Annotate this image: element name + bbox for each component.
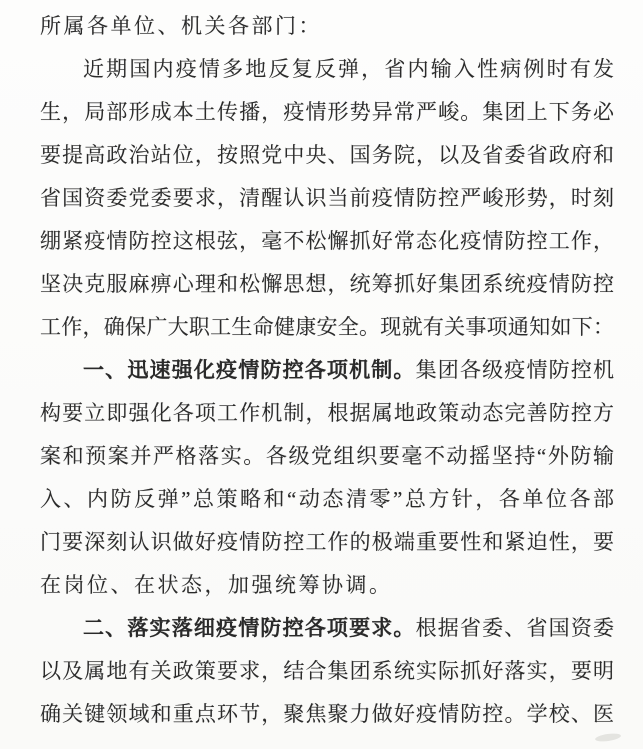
text-line — [40, 134, 614, 177]
text-segment: 入、内防反弹”总策略和“动态清零”总方针，各单位各部 — [40, 487, 614, 511]
text-line — [40, 177, 614, 220]
text-segment: 确关键领域和重点环节，聚焦聚力做好疫情防控。学校、医 — [40, 702, 614, 726]
text-line — [40, 650, 614, 693]
text-line — [40, 478, 614, 521]
text-line — [40, 521, 614, 564]
text-segment: 集团各级疫情防控机 — [415, 358, 614, 382]
text-line — [40, 349, 614, 392]
text-segment: 根据省委、省国资委 — [415, 616, 614, 640]
text-segment: 坚决克服麻痹心理和松懈思想，统筹抓好集团系统疫情防控 — [40, 272, 614, 296]
text-line — [40, 435, 614, 478]
text-segment: 所属各单位、机关各部门： — [40, 14, 322, 38]
text-segment: 门要深刻认识做好疫情防控工作的极端重要性和紧迫性，要 — [40, 530, 614, 554]
text-line — [40, 220, 614, 263]
text-line — [40, 306, 614, 349]
text-line — [40, 607, 614, 650]
text-segment: 工作，确保广大职工生命健康安全。现就有关事项通知如下： — [40, 315, 614, 339]
text-segment: 案和预案并严格落实。各级党组织要毫不动摇坚持“外防输 — [40, 444, 614, 468]
text-line — [40, 91, 614, 134]
text-segment: 要提高政治站位，按照党中央、国务院，以及省委省政府和 — [40, 143, 614, 167]
text-line — [40, 263, 614, 306]
text-segment: 省国资委党委要求，清醒认识当前疫情防控严峻形势，时刻 — [40, 186, 614, 210]
text-line — [40, 693, 614, 736]
text-segment: 生，局部形成本土传播，疫情形势异常严峻。集团上下务必 — [40, 100, 614, 124]
notice-body — [40, 5, 614, 736]
text-segment: 近期国内疫情多地反复反弹，省内输入性病例时有发 — [83, 57, 614, 81]
section-heading: 二、落实落细疫情防控各项要求。 — [83, 617, 416, 640]
text-line — [40, 392, 614, 435]
text-line — [40, 564, 614, 607]
section-heading: 一、迅速强化疫情防控各项机制。 — [83, 359, 416, 382]
text-segment: 以及属地有关政策要求，结合集团系统实际抓好落实，要明 — [40, 659, 614, 683]
text-line — [40, 48, 614, 91]
text-line — [40, 5, 614, 48]
text-segment: 构要立即强化各项工作机制，根据属地政策动态完善防控方 — [40, 401, 614, 425]
text-segment: 在岗位、在状态，加强统筹协调。 — [40, 573, 393, 597]
text-segment: 绷紧疫情防控这根弦，毫不松懈抓好常态化疫情防控工作， — [40, 229, 614, 253]
